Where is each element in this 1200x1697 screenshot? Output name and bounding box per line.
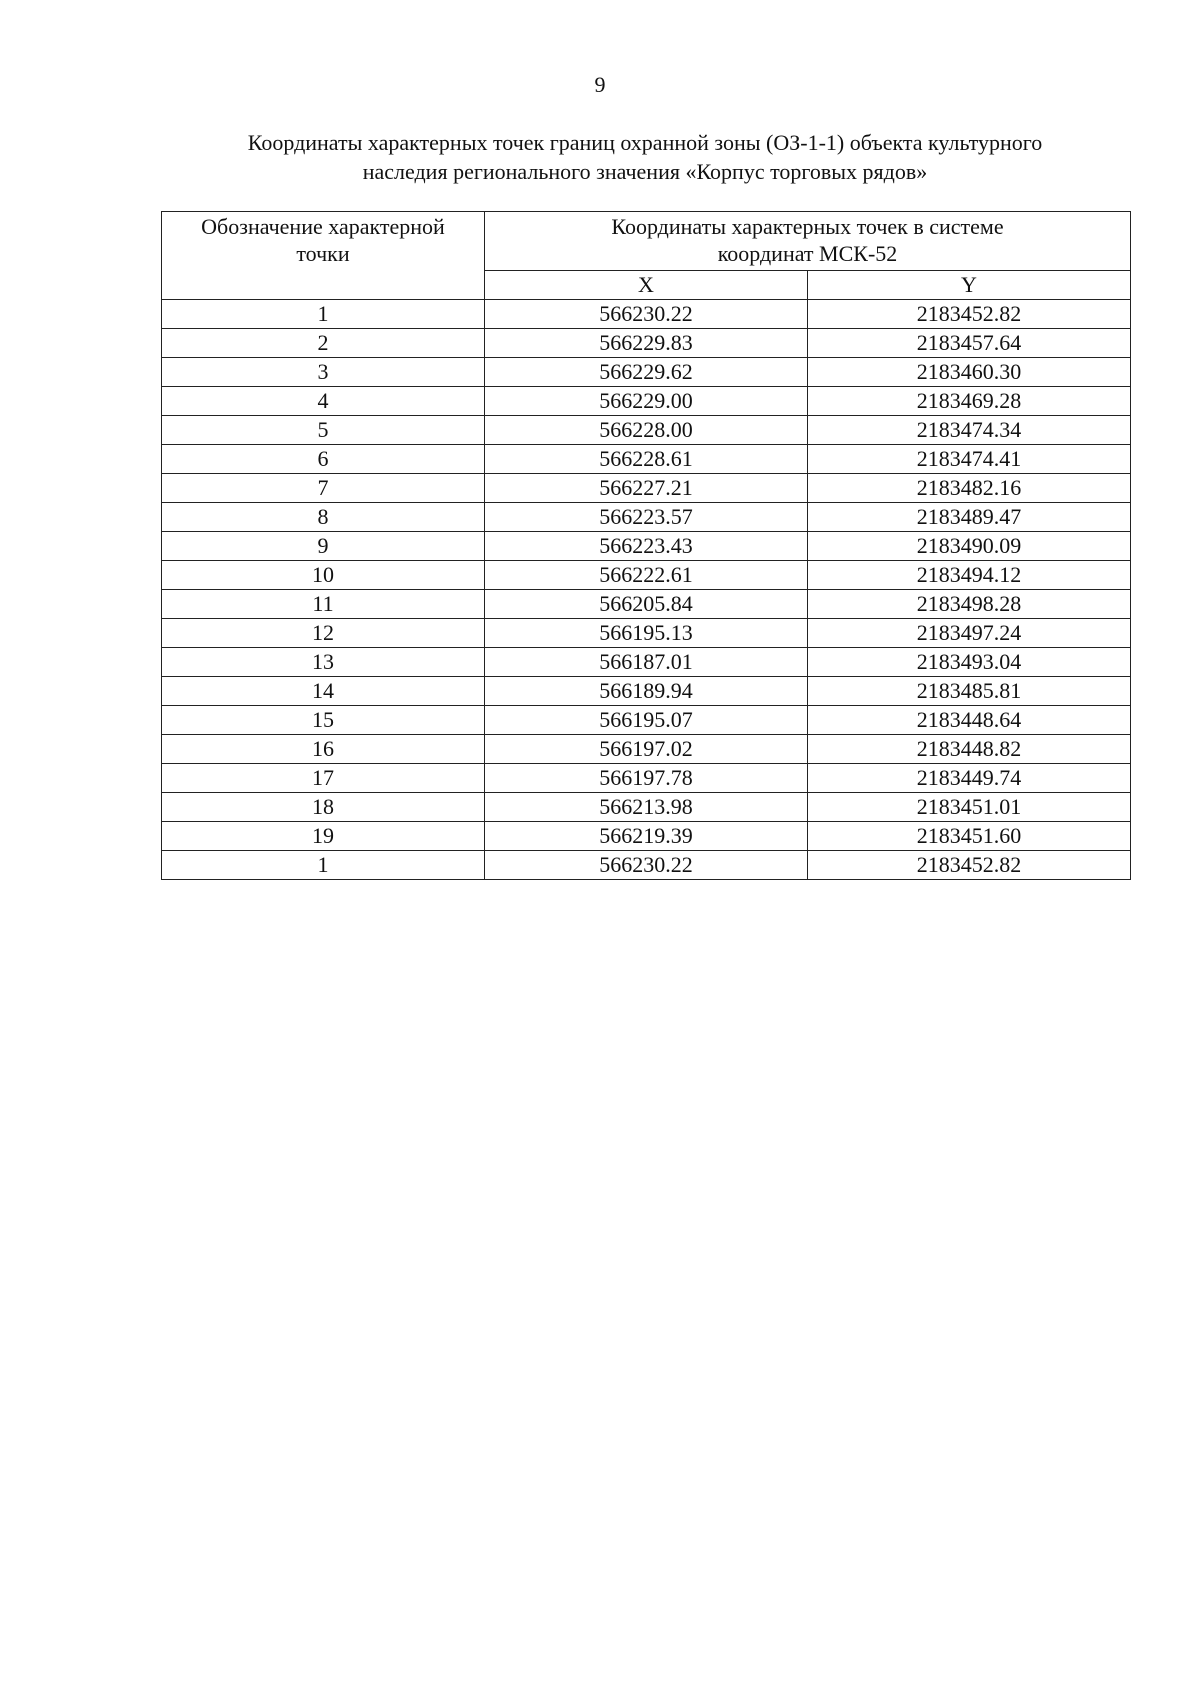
page-number: 9	[594, 72, 606, 97]
coordinates-header-line-1: Координаты характерных точек в системе	[611, 214, 1004, 239]
point-cell: 18	[162, 793, 485, 822]
point-cell: 15	[162, 706, 485, 735]
y-coordinate-cell: 2183451.60	[808, 822, 1131, 851]
x-coordinate-cell: 566228.00	[485, 416, 808, 445]
point-cell: 19	[162, 822, 485, 851]
table-row	[162, 474, 1131, 503]
table-row	[162, 416, 1131, 445]
x-coordinate-cell: 566222.61	[485, 561, 808, 590]
point-cell: 12	[162, 619, 485, 648]
document-title-line-2: наследия регионального значения «Корпус торговых рядов»	[362, 159, 928, 184]
point-designation-header-line-2: точки	[296, 241, 350, 266]
point-cell: 4	[162, 387, 485, 416]
y-coordinate-cell: 2183451.01	[808, 793, 1131, 822]
x-coordinate-cell: 566230.22	[485, 300, 808, 329]
coordinates-header-line-2: координат МСК-52	[717, 241, 898, 266]
y-coordinate-cell: 2183474.34	[808, 416, 1131, 445]
x-coordinate-cell: 566195.07	[485, 706, 808, 735]
point-cell: 1	[162, 300, 485, 329]
table-row	[162, 445, 1131, 474]
y-coordinate-cell: 2183494.12	[808, 561, 1131, 590]
table-row	[162, 503, 1131, 532]
point-cell: 11	[162, 590, 485, 619]
point-cell: 13	[162, 648, 485, 677]
point-cell: 14	[162, 677, 485, 706]
y-coordinate-cell: 2183489.47	[808, 503, 1131, 532]
y-coordinate-cell: 2183485.81	[808, 677, 1131, 706]
x-coordinate-cell: 566195.13	[485, 619, 808, 648]
x-coordinate-cell: 566213.98	[485, 793, 808, 822]
coordinates-table	[161, 211, 1131, 880]
y-coordinate-cell: 2183497.24	[808, 619, 1131, 648]
table-row	[162, 329, 1131, 358]
table-row	[162, 764, 1131, 793]
table-row	[162, 300, 1131, 329]
x-coordinate-cell: 566197.78	[485, 764, 808, 793]
table-row	[162, 387, 1131, 416]
y-coordinate-cell: 2183457.64	[808, 329, 1131, 358]
point-cell: 5	[162, 416, 485, 445]
coordinates-header	[485, 212, 1131, 271]
table-body	[162, 300, 1131, 880]
point-designation-header-line-1: Обозначение характерной	[201, 214, 445, 239]
point-cell: 17	[162, 764, 485, 793]
point-cell: 6	[162, 445, 485, 474]
y-coordinate-cell: 2183448.64	[808, 706, 1131, 735]
document-title	[160, 128, 1130, 186]
x-coordinate-cell: 566229.00	[485, 387, 808, 416]
table-row	[162, 677, 1131, 706]
point-cell: 7	[162, 474, 485, 503]
point-cell: 16	[162, 735, 485, 764]
x-coordinate-cell: 566230.22	[485, 851, 808, 880]
x-coordinate-cell: 566223.57	[485, 503, 808, 532]
x-coordinate-cell: 566187.01	[485, 648, 808, 677]
x-coordinate-cell: 566229.62	[485, 358, 808, 387]
point-cell: 9	[162, 532, 485, 561]
x-coordinate-cell: 566189.94	[485, 677, 808, 706]
y-coordinate-cell: 2183448.82	[808, 735, 1131, 764]
point-designation-header	[162, 212, 485, 300]
y-coordinate-cell: 2183482.16	[808, 474, 1131, 503]
table-row	[162, 561, 1131, 590]
y-coordinate-cell: 2183469.28	[808, 387, 1131, 416]
x-coordinate-cell: 566228.61	[485, 445, 808, 474]
point-cell: 2	[162, 329, 485, 358]
y-column-header: Y	[808, 271, 1131, 300]
table-row	[162, 532, 1131, 561]
y-coordinate-cell: 2183498.28	[808, 590, 1131, 619]
x-coordinate-cell: 566219.39	[485, 822, 808, 851]
table-row	[162, 358, 1131, 387]
x-coordinate-cell: 566227.21	[485, 474, 808, 503]
table-row	[162, 822, 1131, 851]
x-column-header: X	[485, 271, 808, 300]
y-coordinate-cell: 2183449.74	[808, 764, 1131, 793]
y-coordinate-cell: 2183474.41	[808, 445, 1131, 474]
y-coordinate-cell: 2183452.82	[808, 300, 1131, 329]
x-coordinate-cell: 566205.84	[485, 590, 808, 619]
document-title-line-1: Координаты характерных точек границ охранной зоны (ОЗ-1-1) объекта культурного	[247, 130, 1043, 155]
point-cell: 8	[162, 503, 485, 532]
table-row	[162, 706, 1131, 735]
x-coordinate-cell: 566229.83	[485, 329, 808, 358]
table-row	[162, 851, 1131, 880]
x-coordinate-cell: 566197.02	[485, 735, 808, 764]
point-cell: 3	[162, 358, 485, 387]
y-coordinate-cell: 2183452.82	[808, 851, 1131, 880]
table-row	[162, 735, 1131, 764]
y-coordinate-cell: 2183490.09	[808, 532, 1131, 561]
table-row	[162, 793, 1131, 822]
y-coordinate-cell: 2183493.04	[808, 648, 1131, 677]
table-row	[162, 590, 1131, 619]
table-row	[162, 648, 1131, 677]
y-coordinate-cell: 2183460.30	[808, 358, 1131, 387]
point-cell: 1	[162, 851, 485, 880]
table-row	[162, 619, 1131, 648]
point-cell: 10	[162, 561, 485, 590]
x-coordinate-cell: 566223.43	[485, 532, 808, 561]
